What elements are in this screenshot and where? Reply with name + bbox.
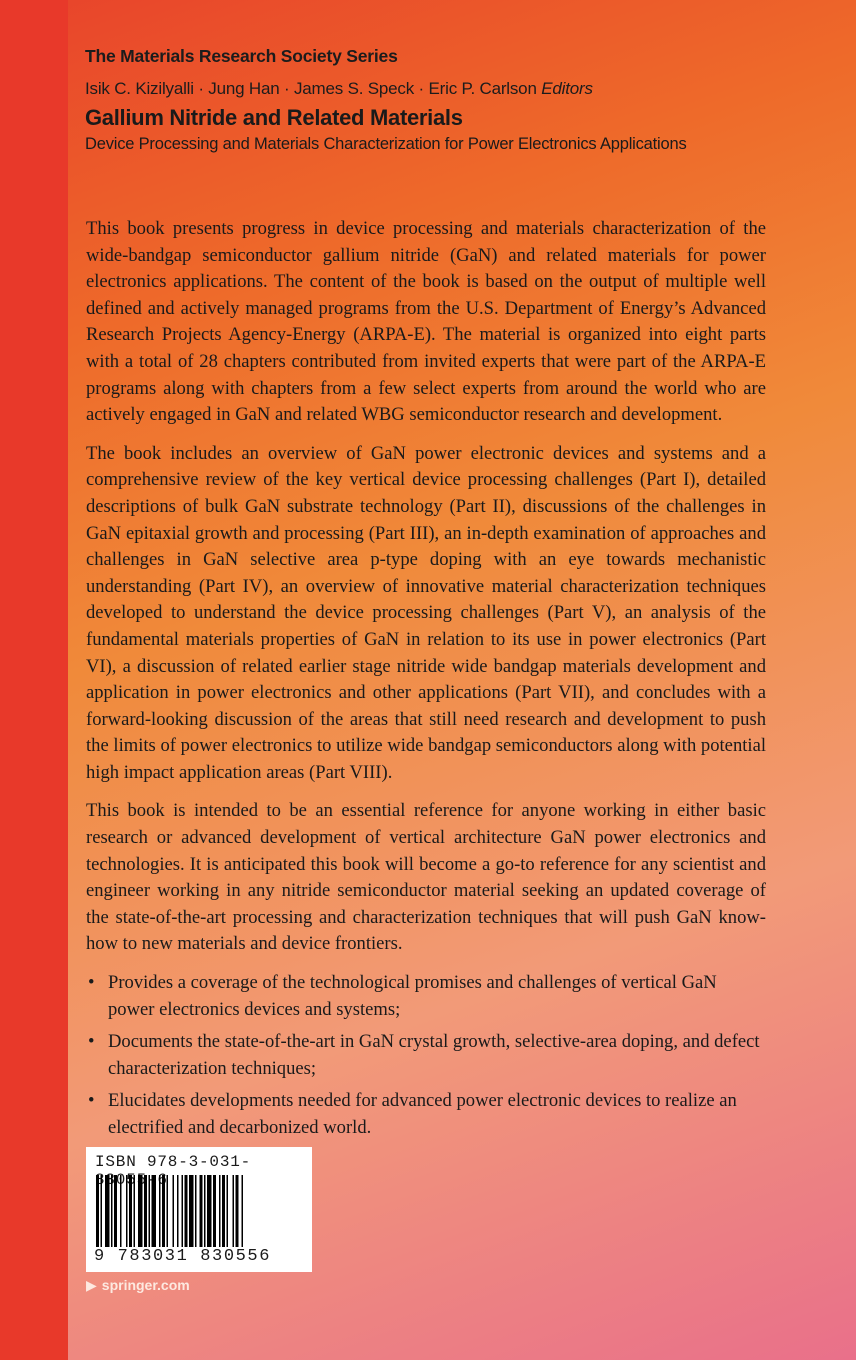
barcode-bar (138, 1175, 143, 1247)
barcode-bar (213, 1175, 216, 1247)
editors-label: Editors (541, 79, 593, 98)
arrow-right-icon: ▶ (86, 1277, 97, 1293)
bullet-icon: • (88, 1031, 95, 1053)
barcode-bar (134, 1175, 136, 1247)
series-name: The Materials Research Society Series (85, 46, 398, 66)
feature-text: Elucidates developments needed for advanced power electronic devices to realize an electrified and decarbonized world. (108, 1090, 737, 1138)
spine-color-band (0, 0, 68, 1360)
barcode-bar (195, 1175, 197, 1247)
barcode-bar (233, 1175, 235, 1247)
isbn-barcode (86, 1147, 312, 1272)
publisher-website: springer.com (101, 1277, 190, 1293)
barcode-bar (129, 1175, 132, 1247)
book-title: Gallium Nitride and Related Materials (85, 105, 463, 130)
barcode-bar (149, 1175, 151, 1247)
barcode-bars-icon (96, 1175, 302, 1247)
barcode-bar (242, 1175, 244, 1247)
barcode-bar (173, 1175, 175, 1247)
cover-header (85, 46, 825, 154)
editors-line (85, 79, 825, 99)
book-subtitle: Device Processing and Materials Characterization for Power Electronics Applications (85, 135, 687, 153)
publisher-link[interactable] (86, 1277, 190, 1294)
feature-item (86, 1029, 766, 1082)
barcode-bar (182, 1175, 184, 1247)
barcode-bar (189, 1175, 194, 1247)
barcode-bar (162, 1175, 165, 1247)
barcode-bar (200, 1175, 203, 1247)
barcode-bar (185, 1175, 188, 1247)
feature-list (86, 970, 766, 1142)
barcode-bar (207, 1175, 212, 1247)
barcode-bar (152, 1175, 157, 1247)
feature-item (86, 970, 766, 1023)
blurb-paragraph-3: This book is intended to be an essential reference for anyone working in either basic research or advanced development of vertical architecture GaN power electronics and technologies. It is anticipated this book will become a go-to reference for any scientist and engineer working in any nitride semiconductor material seeking an updated coverage of the state-of-the-art processing and characterization techniques that will push GaN know-how to new materials and device frontiers. (86, 800, 766, 955)
barcode-bar (177, 1175, 179, 1247)
barcode-bar (219, 1175, 221, 1247)
feature-item (86, 1088, 766, 1141)
blurb (86, 216, 766, 1148)
bullet-icon: • (88, 1090, 95, 1112)
barcode-bar (105, 1175, 110, 1247)
barcode-bar (204, 1175, 206, 1247)
barcode-bar (101, 1175, 103, 1247)
barcode-bar (236, 1175, 239, 1247)
barcode-bar (96, 1175, 99, 1247)
barcode-bar (227, 1175, 229, 1247)
barcode-bar (111, 1175, 113, 1247)
barcode-bar (222, 1175, 225, 1247)
barcode-bar (159, 1175, 161, 1247)
bullet-icon: • (88, 972, 95, 994)
barcode-digits: 9 783031 830556 (94, 1247, 272, 1266)
barcode-bar (144, 1175, 147, 1247)
feature-text: Documents the state-of-the-art in GaN crystal growth, selective-area doping, and defect characterization techniques; (108, 1031, 760, 1079)
editors-names: Isik C. Kizilyalli · Jung Han · James S. Speck · Eric P. Carlson (85, 79, 537, 98)
barcode-bar (126, 1175, 128, 1247)
barcode-bar (114, 1175, 117, 1247)
feature-text: Provides a coverage of the technological promises and challenges of vertical GaN power electronics devices and systems; (108, 972, 717, 1020)
blurb-paragraph-1: This book presents progress in device processing and materials characterization of the wide-bandgap semiconductor gallium nitride (GaN) and related materials for power electronics applications. The content of the book is based on the output of multiple well defined and actively managed programs from the U.S. Department of Energy’s Advanced Research Projects Agency-Energy (ARPA-E). The material is organized into eight parts with a total of 28 chapters contributed from invited experts that were part of the ARPA-E programs along with chapters from a few select experts from around the world who are actively engaged in GaN and related WBG semiconductor research and development. (86, 218, 766, 426)
isbn-label: ISBN 978-3-031-830 -6 (95, 1153, 252, 1189)
barcode-bar (120, 1175, 122, 1247)
blurb-paragraph-2: The book includes an overview of GaN power electronic devices and systems and a comprehensive review of the key vertical device processing challenges (Part I), detailed descriptions of bulk GaN substrate technology (Part II), discussions of the challenges in GaN epitaxial growth and processing (Part III), an in-depth examination of approaches and challenges in GaN selective area p-type doping with an eye towards mechanistic understanding (Part IV), an overview of innovative material characterization techniques developed to understand the device processing challenges (Part V), an analysis of the fundamental materials properties of GaN in relation to its use in power electronics (Part VI), a discussion of related earlier stage nitride wide bandgap materials development and application in power electronics and other applications (Part VII), and concludes with a forward-looking discussion of the areas that still need research and development to push the limits of power electronics to utilize wide bandgap semiconductors along with potential high impact application areas (Part VIII). (86, 442, 766, 783)
barcode-bar (167, 1175, 169, 1247)
